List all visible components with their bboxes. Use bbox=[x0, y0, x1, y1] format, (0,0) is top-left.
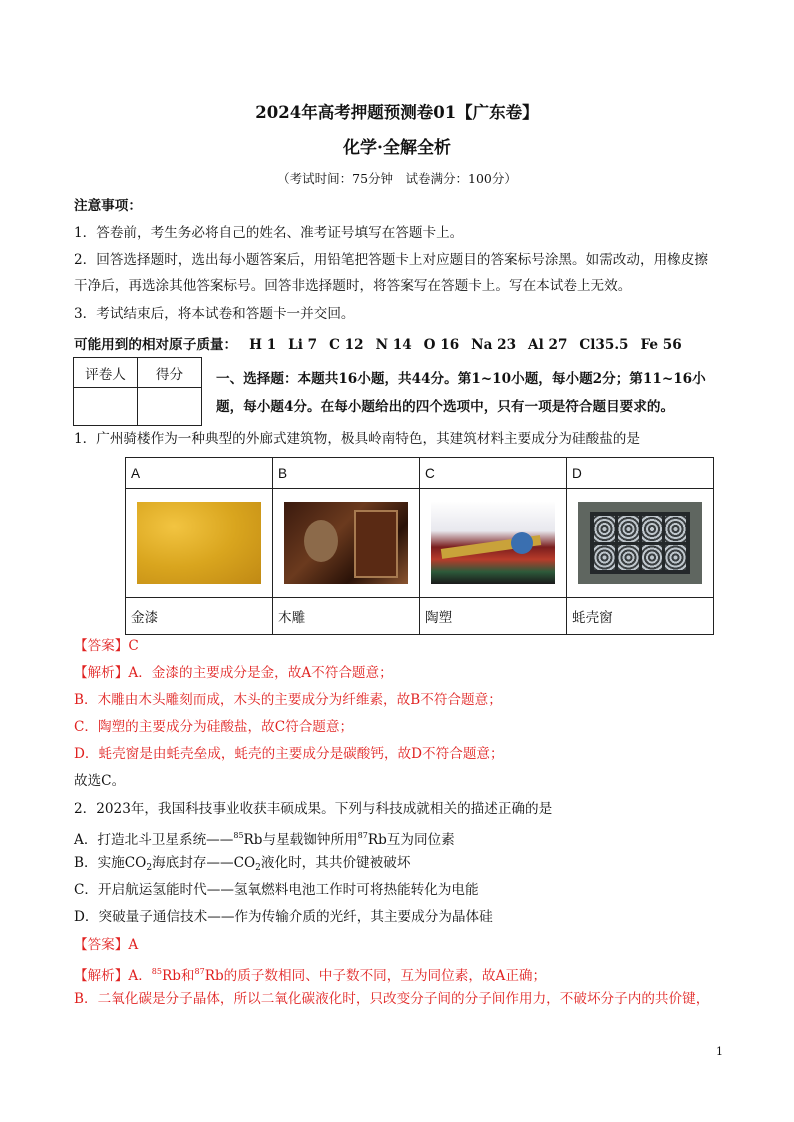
formula: CO bbox=[233, 855, 256, 871]
oyster-shell-window-image bbox=[578, 502, 702, 584]
exam-title: 2024年高考押题预测卷01【广东卷】 bbox=[255, 103, 539, 122]
section-instructions-cont: 题，每小题4分。在每小题给出的四个选项中，只有一项是符合题目要求的。 bbox=[216, 399, 675, 415]
note-item-1: 1．答卷前，考生务必将自己的姓名、准考证号填写在答题卡上。 bbox=[74, 225, 464, 241]
formula-subscript: 2 bbox=[146, 863, 153, 873]
score-cell bbox=[138, 388, 202, 426]
gold-lacquer-image bbox=[137, 502, 261, 584]
question-2-stem: 2．2023年，我国科技事业收获丰硕成果。下列与科技成就相关的描述正确的是 bbox=[74, 801, 553, 817]
question-1-answer bbox=[74, 637, 139, 655]
question-1-explanation-b: B．木雕由木头雕刻而成，木头的主要成分为纤维素，故B不符合题意； bbox=[74, 692, 502, 708]
grader-cell bbox=[74, 388, 138, 426]
mass-c: C 12 bbox=[329, 337, 364, 353]
option-text: B．实施 bbox=[74, 855, 125, 871]
exam-info: （考试时间：75分钟 试卷满分：100分） bbox=[277, 171, 517, 186]
option-text: 与星载铷钟所用 bbox=[262, 832, 358, 848]
question-1-explanation-c: C．陶塑的主要成分为硅酸盐，故C符合题意； bbox=[74, 719, 354, 735]
question-1-options-table bbox=[125, 457, 714, 635]
option-text: 海底封存—— bbox=[152, 855, 234, 871]
explain-text: A．金漆的主要成分是金，故A不符合题意； bbox=[128, 665, 393, 681]
mass-number: 85 bbox=[151, 967, 162, 976]
answer-value: A bbox=[128, 937, 139, 953]
question-1-stem: 1．广州骑楼作为一种典型的外廊式建筑物，极具岭南特色，其建筑材料主要成分为硅酸盐的是 bbox=[74, 431, 640, 447]
mass-al: Al 27 bbox=[528, 337, 568, 353]
explain-text: 的质子数相同、中子数不同，互为同位素，故A正确； bbox=[223, 968, 547, 984]
question-2-option-a bbox=[74, 827, 455, 849]
note-item-3: 3．考试结束后，将本试卷和答题卡一并交回。 bbox=[74, 306, 355, 322]
question-2-explanation-b: B．二氧化碳是分子晶体，所以二氧化碳液化时，只改变分子间的分子间作用力，不破坏分子内的共价键， bbox=[74, 991, 710, 1007]
mass-number: 87 bbox=[357, 831, 368, 840]
atomic-masses bbox=[74, 333, 682, 353]
explain-text: A． bbox=[128, 968, 152, 984]
mass-li: Li 7 bbox=[288, 337, 318, 353]
note-item-2: 2．回答选择题时，选出每小题答案后，用铅笔把答题卡上对应题目的答案标号涂黑。如需改动，用橡皮擦 bbox=[74, 252, 708, 268]
explain-text: 和 bbox=[180, 968, 195, 984]
mass-number: 85 bbox=[233, 831, 244, 840]
element-symbol: Rb bbox=[161, 968, 181, 984]
option-d-name: 蚝壳窗 bbox=[567, 598, 714, 635]
formula-subscript: 2 bbox=[255, 863, 261, 873]
element-symbol: Rb bbox=[204, 968, 224, 984]
mass-o: O 16 bbox=[423, 337, 460, 353]
question-1-conclusion: 故选C。 bbox=[74, 773, 126, 789]
question-1-explanation-d: D．蚝壳窗是由蚝壳垒成，蚝壳的主要成分是碳酸钙，故D不符合题意； bbox=[74, 746, 504, 762]
answer-label: 【答案】 bbox=[74, 937, 129, 953]
notes-heading: 注意事项： bbox=[74, 198, 142, 214]
note-item-2-cont: 干净后，再选涂其他答案标号。回答非选择题时，将答案写在答题卡上。写在本试卷上无效。 bbox=[74, 278, 632, 294]
option-d-letter: D bbox=[567, 458, 714, 489]
score-table bbox=[73, 357, 202, 426]
option-b-letter: B bbox=[273, 458, 420, 489]
element-symbol: Rb bbox=[367, 832, 387, 848]
mass-number: 87 bbox=[194, 967, 205, 976]
formula: CO bbox=[124, 855, 147, 871]
option-b-name: 木雕 bbox=[273, 598, 420, 635]
mass-fe: Fe 56 bbox=[640, 337, 682, 353]
question-2-answer bbox=[74, 936, 138, 954]
section-instructions: 一、选择题：本题共16小题，共44分。第1~10小题，每小题2分；第11~16小 bbox=[216, 371, 706, 387]
answer-value: C bbox=[128, 638, 139, 654]
question-1-explanation-a bbox=[74, 664, 393, 682]
question-2-explanation-a bbox=[74, 963, 546, 985]
wood-carving-image bbox=[284, 502, 408, 584]
option-text: 液化时，其共价键被破坏 bbox=[260, 855, 411, 871]
mass-h: H 1 bbox=[249, 337, 277, 353]
element-symbol: Rb bbox=[243, 832, 263, 848]
question-2-option-b bbox=[74, 854, 410, 877]
pottery-sculpture-image bbox=[431, 502, 555, 584]
explain-label: 【解析】 bbox=[74, 968, 129, 984]
option-a-name: 金漆 bbox=[126, 598, 273, 635]
option-c-letter: C bbox=[420, 458, 567, 489]
question-2-option-c: C．开启航运氢能时代——氢氧燃料电池工作时可将热能转化为电能 bbox=[74, 882, 479, 898]
option-text: A．打造北斗卫星系统—— bbox=[74, 832, 234, 848]
option-c-name: 陶塑 bbox=[420, 598, 567, 635]
exam-subtitle: 化学·全解全析 bbox=[343, 138, 451, 158]
mass-na: Na 23 bbox=[471, 337, 517, 353]
explain-label: 【解析】 bbox=[74, 665, 129, 681]
atomic-masses-label: 可能用到的相对原子质量： bbox=[74, 337, 238, 353]
answer-label: 【答案】 bbox=[74, 638, 129, 654]
score-header: 得分 bbox=[138, 358, 202, 388]
question-2-option-d: D．突破量子通信技术——作为传输介质的光纤，其主要成分为晶体硅 bbox=[74, 909, 493, 925]
mass-n: N 14 bbox=[375, 337, 412, 353]
mass-cl: Cl35.5 bbox=[579, 337, 629, 353]
page-number: 1 bbox=[716, 1045, 723, 1058]
option-a-letter: A bbox=[126, 458, 273, 489]
grader-header: 评卷人 bbox=[74, 358, 138, 388]
option-text: 互为同位素 bbox=[386, 832, 455, 848]
